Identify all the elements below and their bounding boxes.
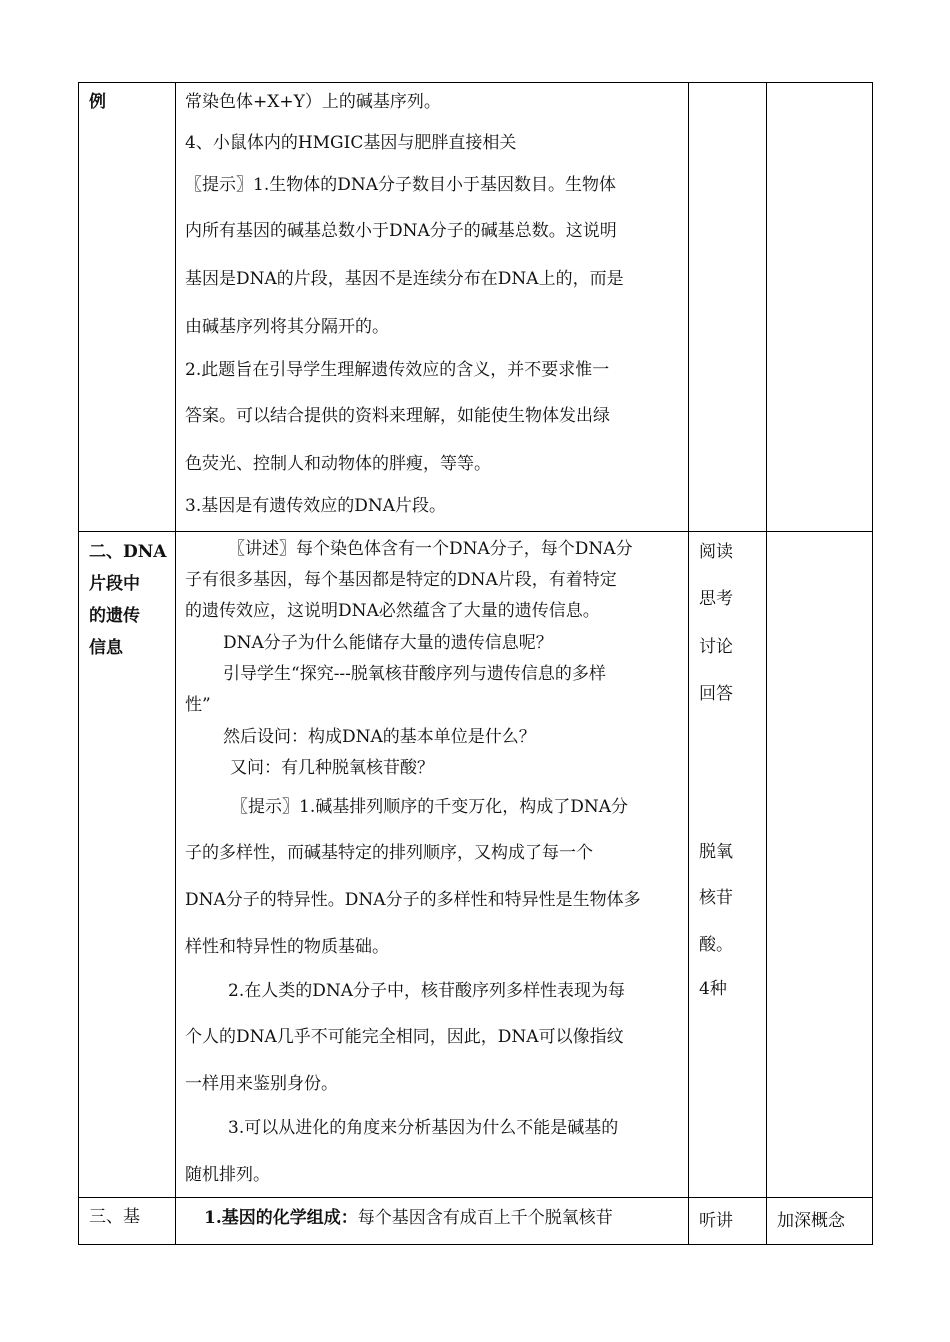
content-line: 的遗传效应，这说明DNA必然蕴含了大量的遗传信息。 xyxy=(185,601,600,621)
content-line: 一样用来鉴别身份。 xyxy=(185,1074,338,1094)
content-line: 样性和特异性的物质基础。 xyxy=(185,937,389,957)
content-cell xyxy=(176,532,689,1198)
content-line: 然后设问：构成DNA的基本单位是什么？ xyxy=(223,727,536,747)
content-line: 常染色体+X+Y）上的碱基序列。 xyxy=(185,92,441,112)
table-row xyxy=(79,532,873,1198)
content-line: 每个基因含有成百上千个脱氧核苷 xyxy=(357,1208,613,1228)
activity-line: 酸。 xyxy=(699,935,733,955)
activity-line: 回答 xyxy=(699,684,733,704)
content-line: 2.此题旨在引导学生理解遗传效应的含义，并不要求惟一 xyxy=(185,360,610,380)
content-line: 答案。可以结合提供的资料来理解，如能使生物体发出绿 xyxy=(185,406,610,426)
activity-line: 思考 xyxy=(699,589,733,609)
goal-cell xyxy=(767,532,873,1198)
content-line: 3.基因是有遗传效应的DNA片段。 xyxy=(185,496,447,516)
content-line: DNA分子为什么能储存大量的遗传信息呢？ xyxy=(223,633,553,653)
activity-line: 听讲 xyxy=(699,1211,733,1231)
section-heading: 例 xyxy=(89,92,106,112)
content-line: 3.可以从进化的角度来分析基因为什么不能是碱基的 xyxy=(228,1118,619,1138)
content-line: 内所有基因的碱基总数小于DNA分子的碱基总数。这说明 xyxy=(185,221,617,241)
goal-line: 加深概念 xyxy=(777,1211,845,1231)
content-line: 基因是DNA的片段，基因不是连续分布在DNA上的，而是 xyxy=(185,269,624,289)
goal-cell xyxy=(767,1198,873,1245)
section-heading: 三、基 xyxy=(89,1207,140,1227)
content-line: 子的多样性，而碱基特定的排列顺序，又构成了每一个 xyxy=(185,843,593,863)
activity-line: 4种 xyxy=(699,979,727,999)
content-line: 个人的DNA几乎不可能完全相同，因此，DNA可以像指纹 xyxy=(185,1027,624,1047)
lesson-plan-table xyxy=(78,82,873,1245)
section-heading-line: 信息 xyxy=(89,638,123,658)
activity-cell xyxy=(689,532,767,1198)
content-line: DNA分子的特异性。DNA分子的多样性和特异性是生物体多 xyxy=(185,890,641,910)
content-line: 引导学生“探究---脱氧核苷酸序列与遗传信息的多样 xyxy=(223,664,606,684)
activity-cell xyxy=(689,1198,767,1245)
content-cell xyxy=(176,1198,689,1245)
content-line: 〖讲述〗每个染色体含有一个DNA分子，每个DNA分 xyxy=(228,539,633,559)
content-line: 〖提示〗1.生物体的DNA分子数目小于基因数目。生物体 xyxy=(185,175,617,195)
content-bold-prefix: 1.基因的化学组成： xyxy=(204,1208,358,1228)
section-heading-line: 片段中 xyxy=(89,574,140,594)
section-heading-cell xyxy=(79,83,176,532)
content-line: 2.在人类的DNA分子中，核苷酸序列多样性表现为每 xyxy=(228,981,626,1001)
activity-line: 阅读 xyxy=(699,542,733,562)
activity-cell xyxy=(689,83,767,532)
activity-line: 核苷 xyxy=(699,888,733,908)
content-line: 又问：有几种脱氧核苷酸？ xyxy=(230,758,434,778)
table-row xyxy=(79,83,873,532)
activity-line: 讨论 xyxy=(699,637,733,657)
content-line: 4、小鼠体内的HMGIC基因与肥胖直接相关 xyxy=(185,133,517,153)
content-line: 由碱基序列将其分隔开的。 xyxy=(185,317,389,337)
section-heading-cell xyxy=(79,532,176,1198)
content-line: 随机排列。 xyxy=(185,1165,270,1185)
content-line: 〖提示〗1.碱基排列顺序的千变万化，构成了DNA分 xyxy=(231,797,629,817)
content-cell xyxy=(176,83,689,532)
activity-line: 脱氧 xyxy=(699,842,733,862)
content-line: 色荧光、控制人和动物体的胖瘦，等等。 xyxy=(185,454,491,474)
content-line: 性” xyxy=(185,695,211,715)
section-heading-cell xyxy=(79,1198,176,1245)
section-heading-line: 的遗传 xyxy=(89,606,140,626)
goal-cell xyxy=(767,83,873,532)
section-heading-line: 二、DNA xyxy=(89,542,167,562)
content-line: 子有很多基因，每个基因都是特定的DNA片段，有着特定 xyxy=(185,570,617,590)
table-row xyxy=(79,1198,873,1245)
